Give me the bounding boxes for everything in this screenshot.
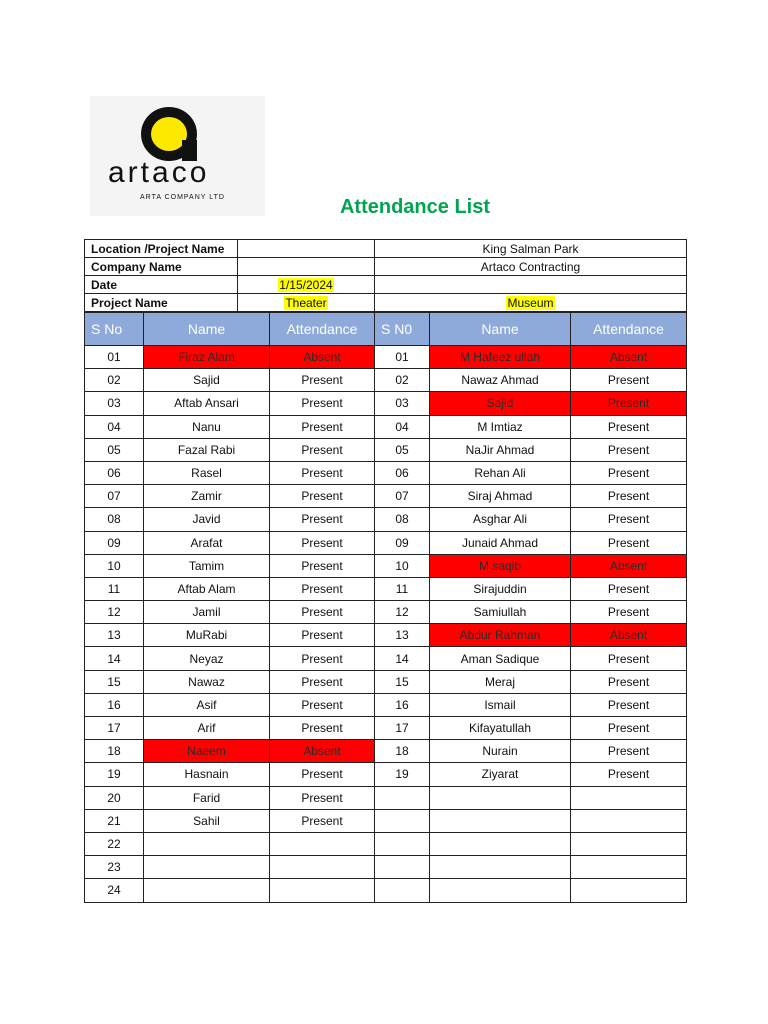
table-row xyxy=(85,763,687,786)
cell-sno-2 xyxy=(375,856,430,879)
cell-name-1 xyxy=(144,856,270,879)
cell-name-1: Hasnain xyxy=(144,763,270,786)
cell-name-1: Javid xyxy=(144,508,270,531)
cell-name-2 xyxy=(430,786,571,809)
cell-name-1 xyxy=(144,832,270,855)
cell-sno-1: 12 xyxy=(85,601,144,624)
cell-name-2: Nurain xyxy=(430,740,571,763)
cell-name-1: Naeem xyxy=(144,740,270,763)
cell-attendance-1: Present xyxy=(270,786,375,809)
table-row xyxy=(85,832,687,855)
cell-name-1: Jamil xyxy=(144,601,270,624)
cell-sno-1: 09 xyxy=(85,531,144,554)
cell-name-2: Asghar Ali xyxy=(430,508,571,531)
cell-attendance-2: Present xyxy=(571,647,687,670)
cell-name-2: Sirajuddin xyxy=(430,577,571,600)
header-sno-2: S N0 xyxy=(375,313,430,346)
cell-name-1: Aftab Ansari xyxy=(144,392,270,415)
cell-attendance-1: Present xyxy=(270,508,375,531)
table-row xyxy=(85,740,687,763)
project-label: Project Name xyxy=(85,294,238,312)
cell-sno-1: 22 xyxy=(85,832,144,855)
cell-attendance-1: Present xyxy=(270,438,375,461)
cell-name-2: Junaid Ahmad xyxy=(430,531,571,554)
logo-wordmark: artaco xyxy=(108,156,210,189)
company-value: Artaco Contracting xyxy=(375,258,687,276)
cell-attendance-2: Present xyxy=(571,508,687,531)
cell-name-2: Siraj Ahmad xyxy=(430,485,571,508)
cell-name-1: Sahil xyxy=(144,809,270,832)
cell-attendance-2 xyxy=(571,879,687,902)
cell-sno-2: 09 xyxy=(375,531,430,554)
cell-attendance-2: Present xyxy=(571,693,687,716)
cell-sno-1: 06 xyxy=(85,461,144,484)
table-row xyxy=(85,809,687,832)
cell-attendance-2: Present xyxy=(571,740,687,763)
info-row-date xyxy=(85,276,687,294)
logo-subtitle: ARTA COMPANY LTD xyxy=(140,194,225,201)
cell-attendance-1: Absent xyxy=(270,346,375,369)
cell-attendance-1: Present xyxy=(270,531,375,554)
cell-attendance-2: Present xyxy=(571,717,687,740)
cell-sno-2: 18 xyxy=(375,740,430,763)
cell-attendance-2: Absent xyxy=(571,624,687,647)
cell-sno-2 xyxy=(375,879,430,902)
cell-name-2: Rehan Ali xyxy=(430,461,571,484)
table-row xyxy=(85,601,687,624)
cell-attendance-1: Absent xyxy=(270,740,375,763)
date-label: Date xyxy=(85,276,238,294)
cell-sno-2: 15 xyxy=(375,670,430,693)
table-row xyxy=(85,554,687,577)
cell-name-2 xyxy=(430,879,571,902)
cell-name-2: Kifayatullah xyxy=(430,717,571,740)
cell-sno-1: 14 xyxy=(85,647,144,670)
cell-sno-1: 15 xyxy=(85,670,144,693)
cell-attendance-1: Present xyxy=(270,415,375,438)
cell-attendance-2: Present xyxy=(571,438,687,461)
table-row xyxy=(85,485,687,508)
table-row xyxy=(85,856,687,879)
cell-attendance-1 xyxy=(270,832,375,855)
location-label: Location /Project Name xyxy=(85,240,238,258)
cell-name-2: Meraj xyxy=(430,670,571,693)
cell-attendance-1: Present xyxy=(270,485,375,508)
header-name-2: Name xyxy=(430,313,571,346)
cell-sno-2: 12 xyxy=(375,601,430,624)
cell-attendance-1: Present xyxy=(270,369,375,392)
cell-sno-1: 04 xyxy=(85,415,144,438)
cell-name-2: Samiullah xyxy=(430,601,571,624)
cell-attendance-1: Present xyxy=(270,670,375,693)
table-row xyxy=(85,392,687,415)
info-row-project xyxy=(85,294,687,312)
cell-sno-1: 23 xyxy=(85,856,144,879)
company-label: Company Name xyxy=(85,258,238,276)
cell-sno-1: 03 xyxy=(85,392,144,415)
cell-name-2: Nawaz Ahmad xyxy=(430,369,571,392)
info-row-company xyxy=(85,258,687,276)
cell-sno-2 xyxy=(375,832,430,855)
attendance-body xyxy=(85,346,687,903)
cell-attendance-1: Present xyxy=(270,624,375,647)
cell-sno-2: 03 xyxy=(375,392,430,415)
cell-attendance-1: Present xyxy=(270,392,375,415)
location-mid-value xyxy=(238,240,375,258)
cell-attendance-2: Present xyxy=(571,461,687,484)
cell-name-1: Asif xyxy=(144,693,270,716)
cell-sno-2: 13 xyxy=(375,624,430,647)
header-attendance-2: Attendance xyxy=(571,313,687,346)
cell-sno-2: 07 xyxy=(375,485,430,508)
cell-attendance-1: Present xyxy=(270,461,375,484)
table-row xyxy=(85,670,687,693)
cell-name-2: Ziyarat xyxy=(430,763,571,786)
cell-name-1: Nanu xyxy=(144,415,270,438)
cell-sno-1: 05 xyxy=(85,438,144,461)
cell-name-1: MuRabi xyxy=(144,624,270,647)
cell-sno-1: 02 xyxy=(85,369,144,392)
table-row xyxy=(85,693,687,716)
cell-name-1: Neyaz xyxy=(144,647,270,670)
cell-name-1: Tamim xyxy=(144,554,270,577)
cell-name-2 xyxy=(430,809,571,832)
cell-attendance-2: Present xyxy=(571,577,687,600)
attendance-header-row xyxy=(85,313,687,346)
cell-attendance-2: Present xyxy=(571,763,687,786)
cell-attendance-2: Present xyxy=(571,531,687,554)
cell-attendance-2 xyxy=(571,856,687,879)
cell-name-1: Zamir xyxy=(144,485,270,508)
cell-sno-1: 18 xyxy=(85,740,144,763)
cell-attendance-1: Present xyxy=(270,647,375,670)
cell-sno-1: 07 xyxy=(85,485,144,508)
date-right-value xyxy=(375,276,687,294)
cell-name-2: M Hafeez ullah xyxy=(430,346,571,369)
table-row xyxy=(85,369,687,392)
cell-name-2 xyxy=(430,832,571,855)
cell-name-2: M saqib xyxy=(430,554,571,577)
cell-attendance-1: Present xyxy=(270,601,375,624)
cell-sno-1: 11 xyxy=(85,577,144,600)
page-title: Attendance List xyxy=(339,196,491,218)
cell-sno-2: 11 xyxy=(375,577,430,600)
date-value: 1/15/2024 xyxy=(279,277,333,292)
table-row xyxy=(85,531,687,554)
location-value: King Salman Park xyxy=(375,240,687,258)
cell-attendance-2 xyxy=(571,786,687,809)
cell-name-1: Farid xyxy=(144,786,270,809)
table-row xyxy=(85,346,687,369)
cell-name-1: Rasel xyxy=(144,461,270,484)
cell-sno-2: 04 xyxy=(375,415,430,438)
cell-attendance-2: Present xyxy=(571,601,687,624)
cell-name-1: Arif xyxy=(144,717,270,740)
project-info-table xyxy=(84,239,687,312)
date-cell xyxy=(238,276,375,294)
cell-name-1 xyxy=(144,879,270,902)
cell-name-2: Sajid xyxy=(430,392,571,415)
cell-attendance-2: Absent xyxy=(571,554,687,577)
table-row xyxy=(85,786,687,809)
cell-name-2: Abdur Rahman xyxy=(430,624,571,647)
cell-attendance-1: Present xyxy=(270,717,375,740)
company-mid-value xyxy=(238,258,375,276)
cell-sno-1: 20 xyxy=(85,786,144,809)
cell-sno-1: 10 xyxy=(85,554,144,577)
header-attendance-1: Attendance xyxy=(270,313,375,346)
table-row xyxy=(85,461,687,484)
cell-name-1: Fazal Rabi xyxy=(144,438,270,461)
cell-attendance-1: Present xyxy=(270,809,375,832)
cell-sno-1: 08 xyxy=(85,508,144,531)
header-name-1: Name xyxy=(144,313,270,346)
cell-attendance-2: Present xyxy=(571,392,687,415)
cell-attendance-1: Present xyxy=(270,763,375,786)
cell-sno-2: 10 xyxy=(375,554,430,577)
cell-name-1: Aftab Alam xyxy=(144,577,270,600)
cell-sno-2: 08 xyxy=(375,508,430,531)
cell-attendance-2: Present xyxy=(571,485,687,508)
cell-attendance-1 xyxy=(270,879,375,902)
cell-attendance-2: Present xyxy=(571,369,687,392)
table-row xyxy=(85,879,687,902)
table-row xyxy=(85,438,687,461)
project-value-right: Museum xyxy=(507,295,554,310)
cell-sno-1: 13 xyxy=(85,624,144,647)
cell-attendance-2: Absent xyxy=(571,346,687,369)
cell-attendance-1 xyxy=(270,856,375,879)
cell-attendance-2: Present xyxy=(571,415,687,438)
project-value-left: Theater xyxy=(285,295,327,310)
project-cell-right xyxy=(375,294,687,312)
cell-sno-2: 06 xyxy=(375,461,430,484)
cell-name-2: Ismail xyxy=(430,693,571,716)
cell-name-1: Nawaz xyxy=(144,670,270,693)
cell-sno-1: 01 xyxy=(85,346,144,369)
cell-name-1: Firaz Alam xyxy=(144,346,270,369)
cell-sno-2: 14 xyxy=(375,647,430,670)
cell-name-2: NaJir Ahmad xyxy=(430,438,571,461)
attendance-table xyxy=(84,312,687,903)
cell-sno-1: 16 xyxy=(85,693,144,716)
cell-sno-2 xyxy=(375,786,430,809)
cell-attendance-2 xyxy=(571,832,687,855)
table-row xyxy=(85,577,687,600)
header-sno-1: S No xyxy=(85,313,144,346)
cell-sno-2: 19 xyxy=(375,763,430,786)
cell-name-1: Sajid xyxy=(144,369,270,392)
cell-sno-2: 05 xyxy=(375,438,430,461)
cell-sno-1: 21 xyxy=(85,809,144,832)
cell-attendance-1: Present xyxy=(270,554,375,577)
info-row-location xyxy=(85,240,687,258)
cell-attendance-2 xyxy=(571,809,687,832)
table-row xyxy=(85,717,687,740)
cell-sno-2: 16 xyxy=(375,693,430,716)
cell-sno-1: 24 xyxy=(85,879,144,902)
cell-sno-2: 02 xyxy=(375,369,430,392)
table-row xyxy=(85,508,687,531)
cell-name-2 xyxy=(430,856,571,879)
cell-attendance-1: Present xyxy=(270,693,375,716)
cell-name-1: Arafat xyxy=(144,531,270,554)
cell-sno-2: 01 xyxy=(375,346,430,369)
cell-sno-2 xyxy=(375,809,430,832)
table-row xyxy=(85,624,687,647)
cell-name-2: Aman Sadique xyxy=(430,647,571,670)
cell-sno-1: 19 xyxy=(85,763,144,786)
project-cell-left xyxy=(238,294,375,312)
cell-attendance-1: Present xyxy=(270,577,375,600)
cell-sno-2: 17 xyxy=(375,717,430,740)
cell-attendance-2: Present xyxy=(571,670,687,693)
table-row xyxy=(85,415,687,438)
cell-sno-1: 17 xyxy=(85,717,144,740)
cell-name-2: M Imtiaz xyxy=(430,415,571,438)
table-row xyxy=(85,647,687,670)
